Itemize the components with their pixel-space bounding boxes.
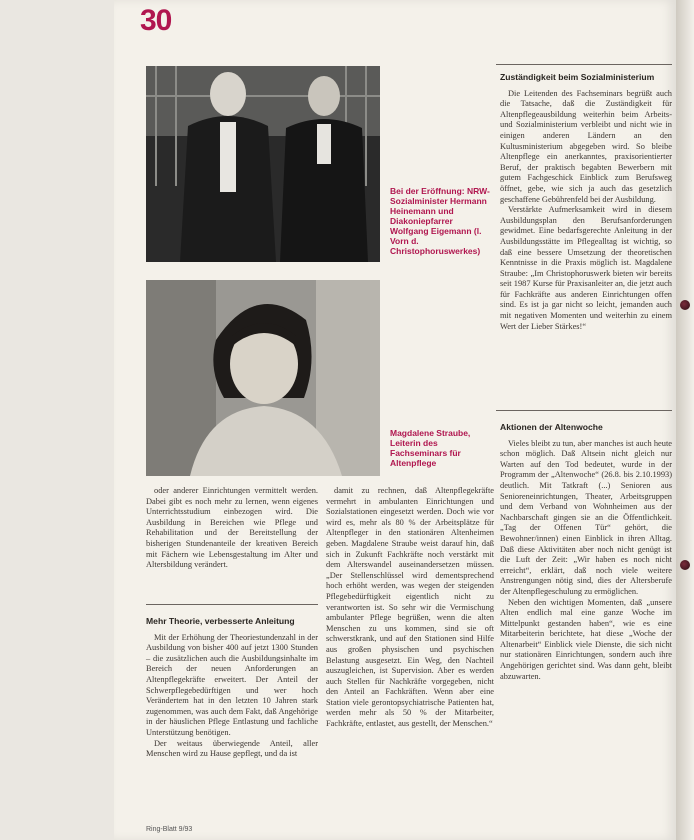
footer-text: Ring-Blatt 9/93	[146, 826, 193, 833]
page-number: 30	[140, 4, 172, 37]
middle-column	[326, 486, 494, 730]
paragraph: Vieles bleibt zu tun, aber manches ist auch heute schon möglich. Daß Altsein nicht gleich nur Warten auf den Tod bedeutet, wurde in der Programm der „Altenwoche“ (26.8. bis 2.10.1993) deutlich. Mit Tatkraft (...) Senioren aus Senioreneinrichtungen, Theater, Arbeitsgruppen und dem Verband von Wohnheimen aus der Nachbarschaft gingen sie an die Öffentlichkeit. „Tag der Offenen Tür“ gehört, die Bewohner/innen) einen Einblick in ihren Alltag. Daß diese Aktivitäten aber noch nicht genügt ist die Luft der Zeit: „Wir haben es noch nicht erreicht“, erklärt, daß noch viele weitere Anstrengungen nötig sind, dies der Altersberufe der Altenpflegeschulung zu ermöglichen.	[500, 438, 672, 596]
paragraph: oder anderer Einrichtungen vermittelt werden. Dabei gibt es noch mehr zu lernen, wenn eigenes Unterrichtsstudium einbezogen wird. Die Ausbildung in Bereichen wie Pflege und Rehabilitation und der Bereitstellung der bisherigen Stundenanteile der kreativen Bereich mit Fächern wie Lebensgestaltung im Alter und Altersbildung verändert.	[146, 486, 318, 570]
photo1-caption: Bei der Eröffnung: NRW-Sozialminister Hermann Heinemann und Diakoniepfarrer Wolfgang Eigemann (l. Vorn d. Christophoruswerkes)	[390, 186, 490, 256]
portrait-illustration	[146, 280, 380, 476]
section-rule	[496, 410, 672, 411]
page-gutter	[676, 0, 694, 840]
paragraph: Neben den wichtigen Momenten, daß „unsere Alten endlich mal eine ganze Woche im Mittelpunkt gestanden haben“, wie es eine Mitarbeiterin berichtete, hat diese „Woche der Altenarbeit“ Einblick viele Dienste, die sich nicht nur stationären Einrichtungen, sondern auch ihre Angehörigen gerichtet sind. Was dann geht, bleibt abzuwarten.	[500, 597, 672, 681]
photo-magdalene-straube	[146, 280, 380, 476]
paragraph: Der weitaus überwiegende Anteil, aller Menschen wird zu Hause gepflegt, und da ist	[146, 738, 318, 759]
left-column	[146, 486, 318, 571]
paragraph: damit zu rechnen, daß Altenpflegekräfte vermehrt in ambulanten Einrichtungen und Sozialstationen eingesetzt werden. Doch wie vor wird es, mehr als 80 % der Arbeitsplätze für Altenpfleger in den stationären Altenheimen geben. Magdalene Straube weist darauf hin, daß sich in Zukunft Fachkräfte noch verstärkt mit dem Alterswandel auseinandersetzen müssen. „Der Stellenschlüssel wird dementsprechend hoch erhöht werden, was wegen der steigenden Pflegebedürftigkeit eigentlich nicht zu verantworten ist. So sehr wir die Vermischung ambulanter Pflege begrüßen, wenn die alten Menschen zu uns kommen, sind sie oft schwerstkrank, und auf den Stationen sind Hilfe aus großen physischen und psychischen Belastung ausgesetzt. Ein Weg, den Nachteil auszugleichen, ist Supervision. Aber es werden auch Stellen für Nachkräfte vorgegeben, nicht den Anteil an Fachkräften. Wenn aber eine Station viele gerontopsychiatrische Patienten hat, werden mehr als 50 % der Mitarbeiter, Fachkräfte, entlastet, aus gestellt, der Menschen.“	[326, 486, 494, 729]
binder-hole	[680, 560, 690, 570]
section-heading: Mehr Theorie, verbesserte Anleitung	[146, 616, 295, 626]
photo2-caption: Magdalene Straube, Leiterin des Fachseminars für Altenpflege	[390, 428, 471, 468]
right-column	[500, 62, 672, 332]
section-heading: Aktionen der Altenwoche	[500, 422, 603, 432]
photo-opening-ceremony	[146, 66, 380, 262]
section-heading: Zuständigkeit beim Sozialministerium	[500, 72, 655, 82]
binder-hole	[680, 300, 690, 310]
photo-illustration	[146, 66, 380, 262]
paragraph: Verstärkte Aufmerksamkeit wird in diesem Ausbildungsplan den Berufsanforderungen gewidmet. Eine bedarfsgerechte Anleitung in der Ausbildungsstätte im Pflegealltag ist wichtig, so daß eine bessere Umsetzung der theoretischen Kenntnisse in die Praxis möglich ist. Magdalene Straube: „Im Christophoruswerk bieten wir bereits seit 1987 Kurse für Praxisanleiter an, die jetzt auch für Fachkräfte aus anderen Einrichtungen offen sind. Es ist ja gar nicht so leicht, jemanden auch mit negativen Momenten und weiterhin zu einem Wert der Lieber Stärkes!“	[500, 205, 672, 331]
left-column-lower	[146, 606, 318, 760]
paragraph: Mit der Erhöhung der Theoriestundenzahl in der Ausbildung von bisher 400 auf jetzt 1300 Stunden – die zusätzlichen auch die Ausbildungsinhalte im Bereich der neuen Anforderungen an Altenpflegekräfte erweitert. Der Anteil der Schwerpflegebedürftigen und wer hoch Verändertem hat in den letzten 10 Jahren stark zugenommen, was auch dem Fakt, daß Angehörige in der häuslichen Pflege Entlastung und fachliche Unterstützung benötigen.	[146, 632, 318, 737]
paragraph: Die Leitenden des Fachseminars begrüßt auch die Tatsache, daß die Zuständigkeit für Altenpflegeausbildung weiterhin beim Arbeits- und Sozialministerium verbleibt und nicht wie in einigen anderen Ländern an den Kultusministerium abgegeben wird. So bleibe Altenpflege ein anerkanntes, praxisorientierter Beruf, der praktisch begabten Bewerbern mit gutem Fachgeschick Einblick zum Berufsweg öffnet, gebe, wie sich ja auch das gesetzlich geschaffene Gebührenfeld bei der Ausbildung.	[500, 88, 672, 204]
right-column-lower	[500, 412, 672, 682]
section-rule	[146, 604, 318, 605]
